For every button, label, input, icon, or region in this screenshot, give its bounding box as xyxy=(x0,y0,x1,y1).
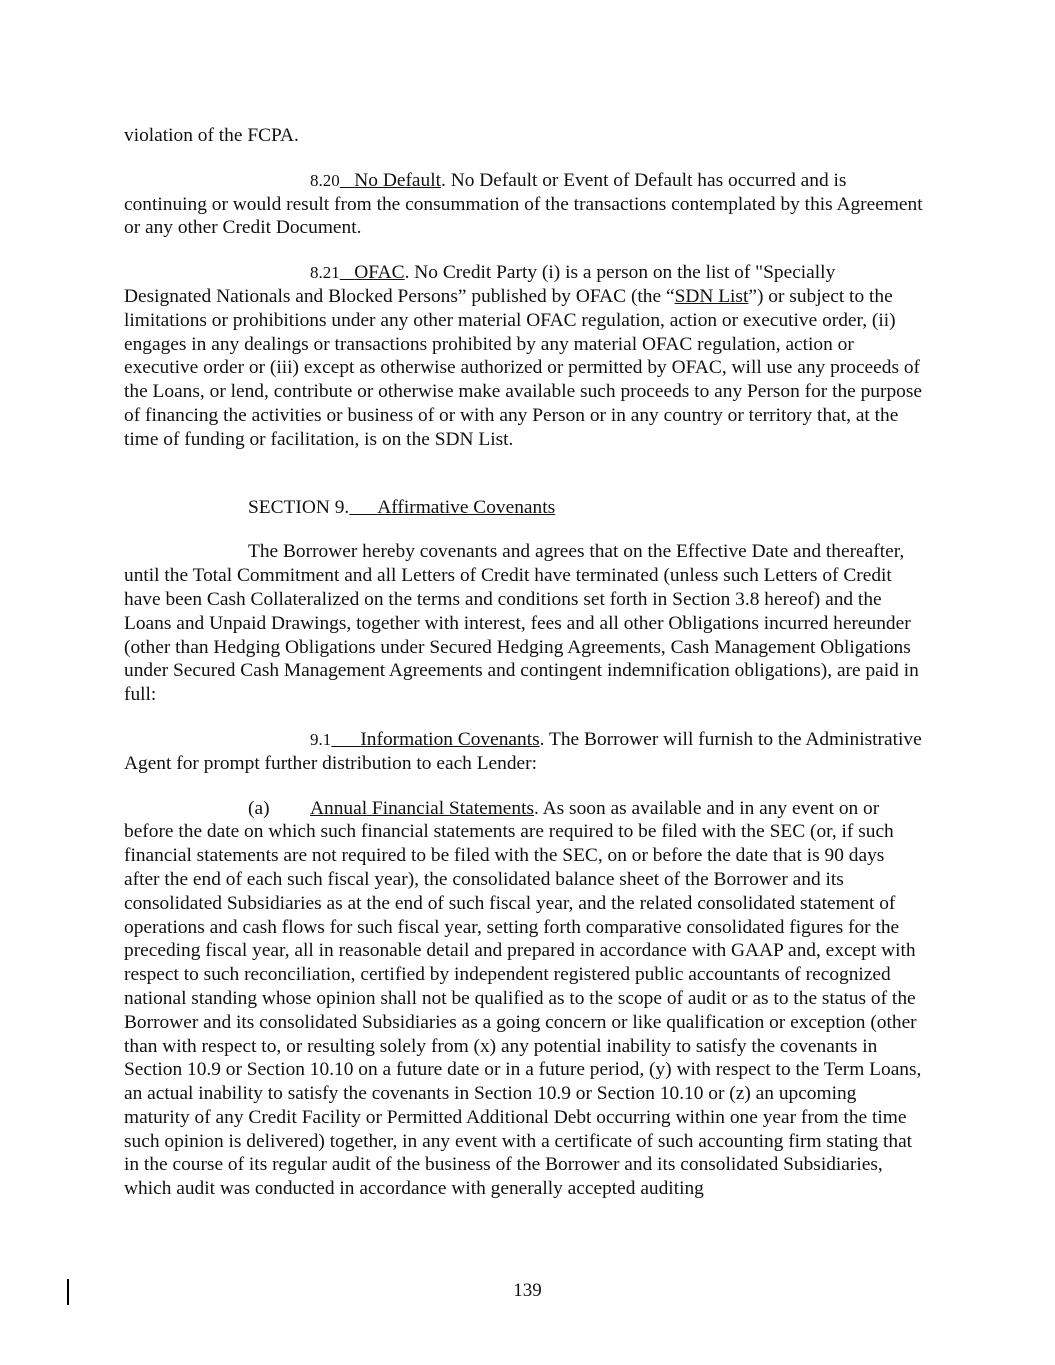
document-page xyxy=(124,124,924,1201)
section-text: . No Credit Party (i) is a person on the list of "Specially Designated Nationals and Blocked Persons” published by OFAC (the “ xyxy=(124,262,836,307)
defined-term: SDN List xyxy=(674,285,749,307)
clause-label: (a) xyxy=(248,797,270,819)
section-text: . The Borrower will furnish to the Administrative Agent for prompt further distribution to each Lender: xyxy=(124,728,922,774)
section-number: 8.21 xyxy=(310,263,340,283)
section-title: OFAC xyxy=(354,262,405,284)
section-title: Information Covenants xyxy=(360,728,540,750)
section-heading-title: Affirmative Covenants xyxy=(377,496,556,518)
section-9-1-a xyxy=(124,797,924,1202)
page-number: 139 xyxy=(513,1280,542,1301)
section-number: 8.20 xyxy=(310,170,340,190)
section-9-intro xyxy=(124,540,924,707)
section-8-20 xyxy=(124,169,924,240)
section-title: No Default xyxy=(354,169,441,191)
clause-text: . As soon as available and in any event on or before the date on which such financial statements are required to be filed with the SEC (or, if such financial statements are not required to be filed with the SEC, on or before the date that is 90 days after the end of each such fiscal year), the consolidated balance sheet of the Borrower and its consolidated Subsidiaries as at the end of such fiscal year, and the related consolidated statement of operations and cash flows for such fiscal year, setting forth comparative consolidated figures for the preceding fiscal year, all in reasonable detail and prepared in accordance with GAAP and, except with respect to such reconciliation, certified by independent registered public accountants of recognized national standing whose opinion shall not be qualified as to the scope of audit or as to the status of the Borrower and its consolidated Subsidiaries as a going concern or like qualification or exception (other than with respect to, or resulting solely from (x) any potential inability to satisfy the covenants in Section 10.9 or Section 10.10 on a future date or in a future period, (y) with respect to the Term Loans, an actual inability to satisfy the covenants in Section 10.9 or Section 10.10 or (z) an upcoming maturity of any Credit Facility or Permitted Additional Debt occurring within one year from the time such opinion is delivered) together, in any event with a certificate of such accounting firm stating that in the course of its regular audit of the business of the Borrower and its consolidated Subsidiaries, which audit was conducted in accordance with generally accepted auditing xyxy=(124,797,922,1200)
section-9-heading xyxy=(124,496,924,520)
section-label: SECTION 9. xyxy=(248,496,350,518)
section-text-continued: ”) or subject to the limitations or prohibitions under any other material OFAC regulation, action or executive order, (ii) engages in any dealings or transactions prohibited by any material OFAC regulation, action or executive order or (iii) except as otherwise authorized or permitted by OFAC, will use any proceeds of the Loans, or lend, contribute or otherwise make available such proceeds to any Person for the purpose of financing the activities or business of or with any Person or in any country or territory that, at the time of funding or facilitation, is on the SDN List. xyxy=(124,285,922,450)
section-text: . No Default or Event of Default has occurred and is continuing or would result from the consummation of the transactions contemplated by this Agreement or any other Credit Document. xyxy=(124,169,923,239)
continued-paragraph xyxy=(124,124,924,148)
section-number: 9.1 xyxy=(310,729,332,749)
continued-text: violation of the FCPA. xyxy=(124,125,299,146)
section-9-1 xyxy=(124,728,924,776)
intro-text: The Borrower hereby covenants and agrees that on the Effective Date and thereafter, until the Total Commitment and all Letters of Credit have terminated (unless such Letters of Credit have been Cash Collateralized on the terms and conditions set forth in Section 3.8 hereof) and the Loans and Unpaid Drawings, together with interest, fees and all other Obligations incurred hereunder (other than Hedging Obligations under Secured Hedging Agreements, Cash Management Obligations under Secured Cash Management Agreements and contingent indemnification obligations), are paid in full: xyxy=(124,541,919,706)
clause-title: Annual Financial Statements xyxy=(310,797,535,819)
section-8-21 xyxy=(124,261,924,451)
